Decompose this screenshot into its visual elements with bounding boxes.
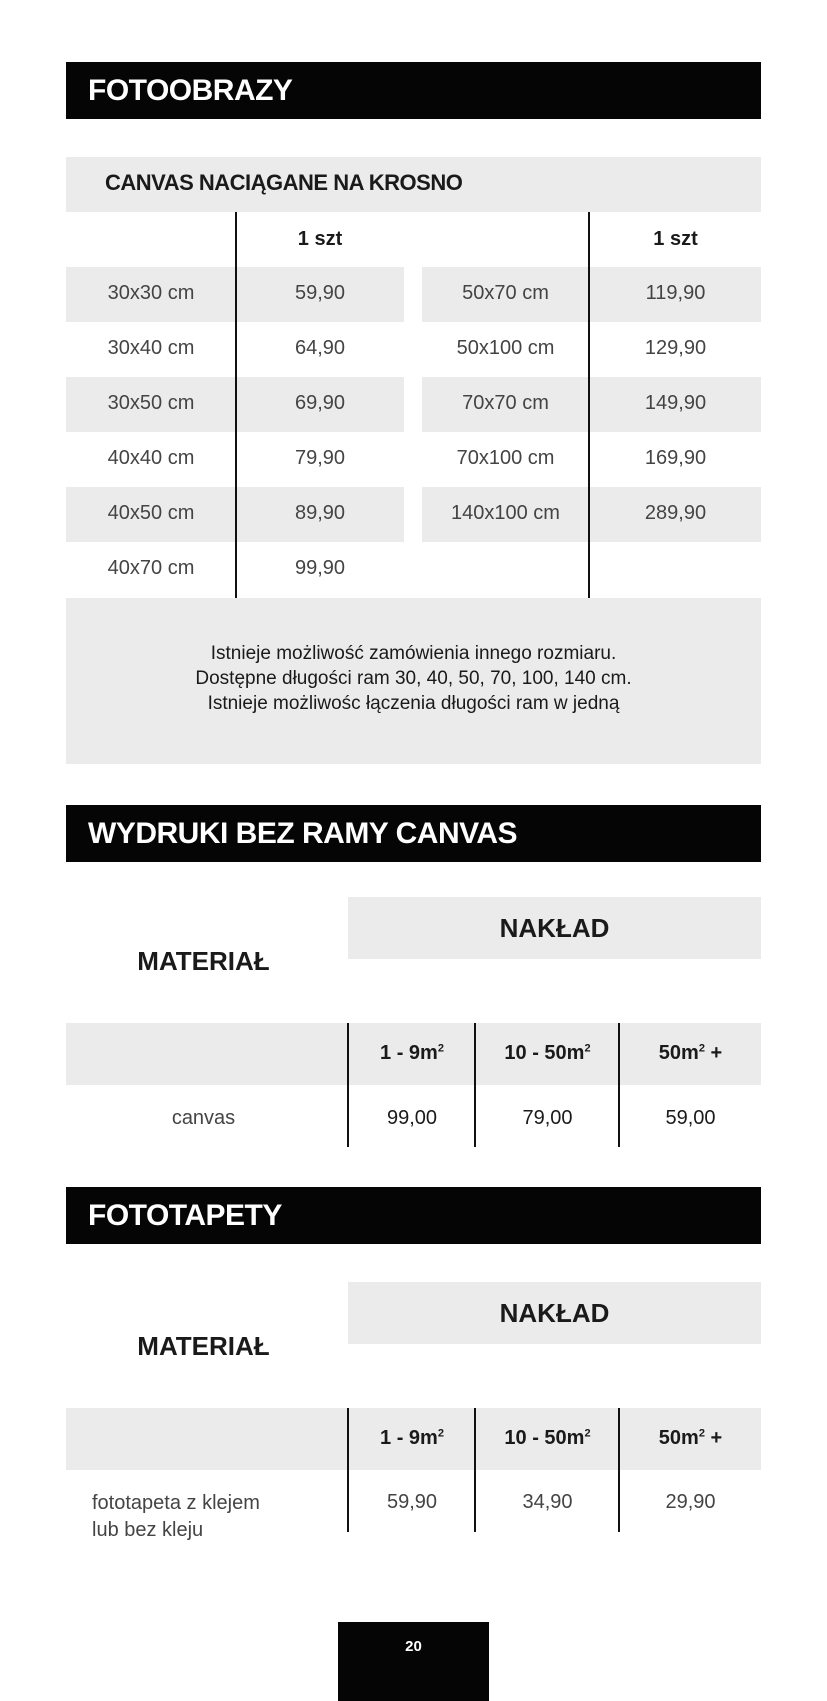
section-title-fototapety: FOTOTAPETY [66, 1187, 761, 1244]
size-cell: 30x50 cm [107, 392, 195, 414]
price-cell: 59,00 [665, 1107, 716, 1129]
note-line: Istnieje możliwość zamówienia innego rozmiaru. [210, 643, 617, 664]
tier-10-50: $10 - 50m^2$ [504, 1042, 591, 1064]
price-cell: 59,90 [386, 1491, 438, 1513]
size-cell: 140x100 cm [451, 502, 560, 524]
material-line: fototapeta z klejem [92, 1492, 260, 1514]
note-line: Istnieje możliwośc łączenia długości ram w jedną [207, 693, 620, 714]
price-cell: 59,90 [294, 282, 346, 304]
price-cell: 79,00 [522, 1107, 573, 1129]
price-cell: 119,90 [645, 282, 706, 304]
price-cell: 34,90 [522, 1491, 573, 1513]
price-cell: 149,90 [644, 392, 707, 414]
size-cell: 40x50 cm [107, 502, 195, 524]
tier-50-plus: $50m^2$ + [658, 1427, 723, 1449]
column-divider [618, 1023, 620, 1147]
size-cell: 50x70 cm [462, 282, 549, 304]
page-number: 20 [338, 1622, 489, 1701]
column-divider [235, 212, 237, 598]
section-title-wydruki: WYDRUKI BEZ RAMY CANVAS [66, 805, 761, 862]
material-cell [92, 1490, 260, 1544]
price-cell: 99,00 [386, 1107, 438, 1129]
column-divider [588, 212, 590, 598]
section-title-fotoobrazy: FOTOOBRAZY [66, 62, 761, 119]
naklad-label: NAKŁAD [499, 913, 610, 943]
naklad-label: NAKŁAD [499, 1298, 610, 1328]
size-cell: 40x40 cm [107, 447, 195, 469]
price-cell: 289,90 [644, 502, 707, 524]
price-cell: 64,90 [294, 337, 346, 359]
note-line: Dostępne długości ram 30, 40, 50, 70, 100, 140 cm. [195, 668, 632, 689]
qty-header-left: 1 szt [297, 228, 343, 250]
subtitle-canvas-krosno: CANVAS NACIĄGANE NA KROSNO [105, 170, 463, 195]
column-divider [474, 1023, 476, 1147]
price-cell: 129,90 [644, 337, 707, 359]
tier-1-9: $1 - 9m^2$ [380, 1427, 444, 1449]
price-cell: 89,90 [294, 502, 346, 524]
qty-header-right: 1 szt [653, 228, 698, 250]
tier-50-plus: $50m^2$ + [658, 1042, 723, 1064]
price-cell: 69,90 [294, 392, 346, 414]
material-label: MATERIAŁ [137, 1331, 270, 1361]
size-cell: 40x70 cm [107, 557, 195, 579]
price-cell: 169,90 [644, 447, 707, 469]
size-cell: 30x30 cm [107, 282, 195, 304]
column-divider [347, 1408, 349, 1532]
column-divider [347, 1023, 349, 1147]
size-cell: 30x40 cm [107, 337, 195, 359]
size-cell: 70x70 cm [462, 392, 549, 414]
material-label: MATERIAŁ [137, 946, 270, 976]
price-cell: 79,90 [294, 447, 346, 469]
column-divider [474, 1408, 476, 1532]
price-cell: 99,90 [294, 557, 346, 579]
material-cell: canvas [171, 1107, 236, 1129]
tier-1-9: $1 - 9m^2$ [380, 1042, 444, 1064]
price-cell: 29,90 [665, 1491, 716, 1513]
size-cell: 50x100 cm [456, 337, 555, 359]
column-divider [618, 1408, 620, 1532]
size-cell: 70x100 cm [456, 447, 555, 469]
material-line: lub bez kleju [92, 1519, 204, 1541]
tier-10-50: $10 - 50m^2$ [504, 1427, 591, 1449]
